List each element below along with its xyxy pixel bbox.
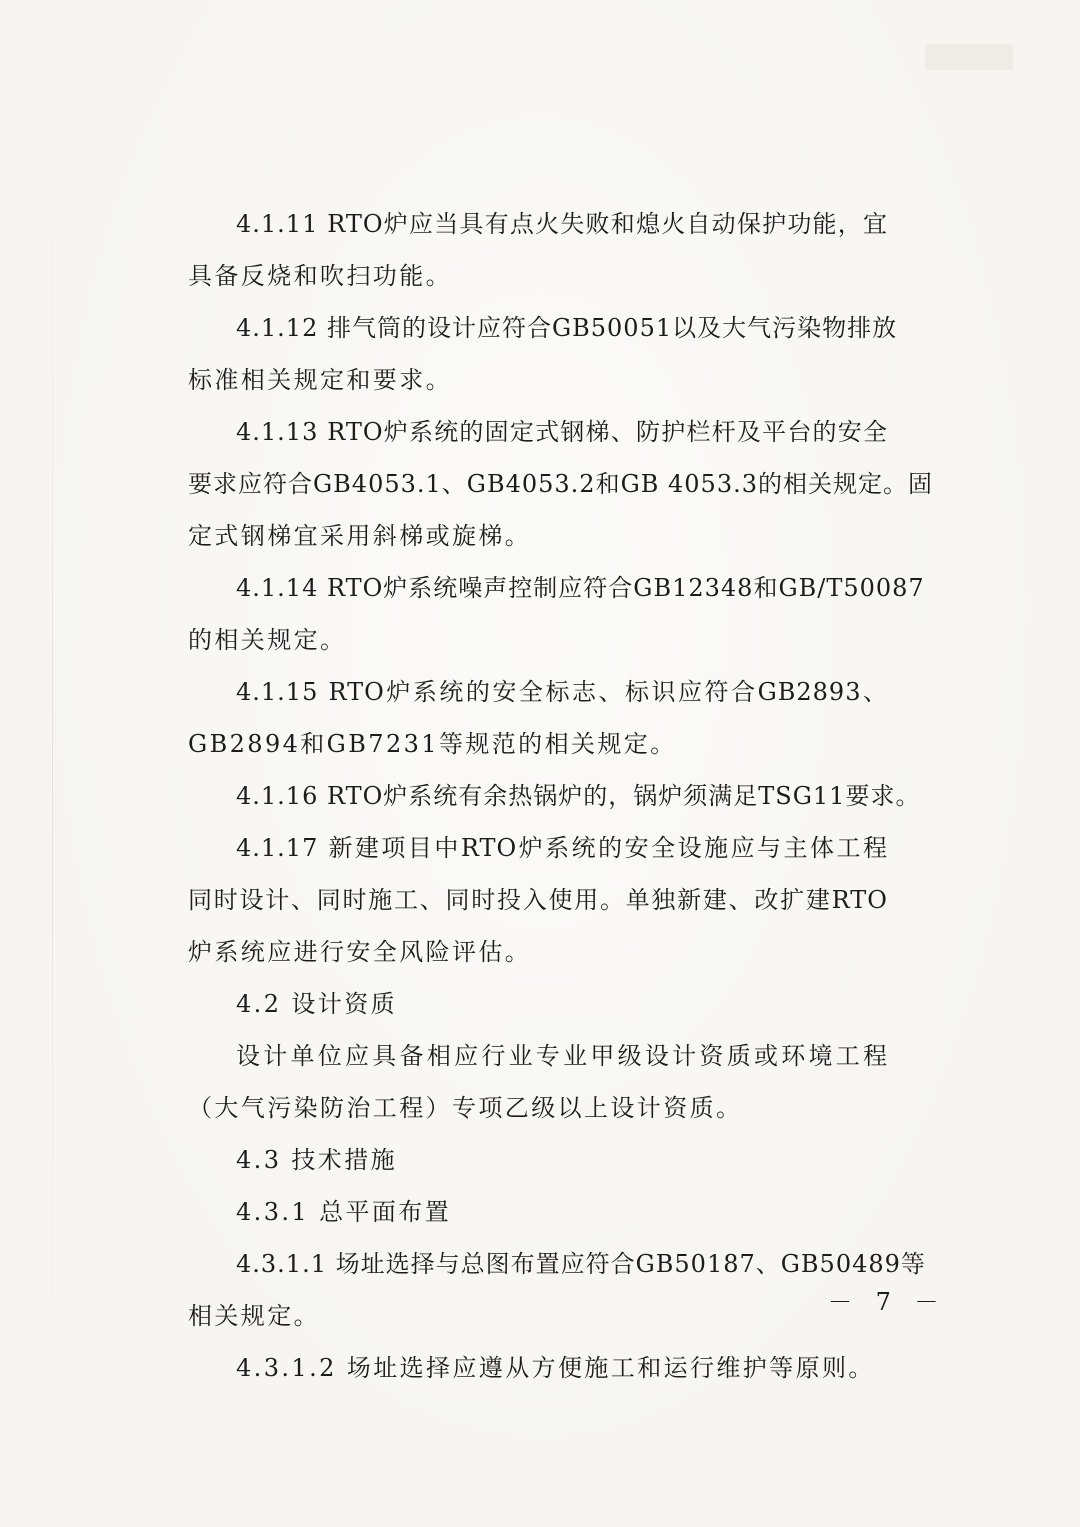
paragraph-4-1-13-line-3: 定式钢梯宜采用斜梯或旋梯。	[188, 522, 532, 550]
paragraph-4-1-12-line-2: 标准相关规定和要求。	[188, 366, 452, 394]
heading-4-2: 4.2 设计资质	[236, 990, 397, 1018]
document-body	[188, 198, 933, 1394]
paragraph-4-1-13-line-2: 要求应符合GB4053.1、GB4053.2和GB 4053.3的相关规定。固	[188, 470, 933, 498]
paragraph-4-1-15-line-1: 4.1.15 RTO炉系统的安全标志、标识应符合GB2893、	[236, 678, 888, 706]
paragraph-4-3-1-1-line-1: 4.3.1.1 场址选择与总图布置应符合GB50187、GB50489等	[236, 1250, 926, 1278]
paragraph-4-3-1-1-line-2: 相关规定。	[188, 1302, 320, 1330]
scan-artifact	[925, 44, 1013, 70]
page-edge-shadow	[52, 120, 53, 1420]
paragraph-4-1-17-line-2: 同时设计、同时施工、同时投入使用。单独新建、改扩建RTO	[188, 886, 888, 914]
paragraph-4-1-11-line-1: 4.1.11 RTO炉应当具有点火失败和熄火自动保护功能，宜	[236, 210, 888, 238]
paragraph-4-1-14-line-2: 的相关规定。	[188, 626, 347, 654]
paragraph-4-1-17-line-3: 炉系统应进行安全风险评估。	[188, 938, 532, 966]
paragraph-4-2-line-2: （大气污染防治工程）专项乙级以上设计资质。	[188, 1094, 743, 1122]
paragraph-4-1-13-line-1: 4.1.13 RTO炉系统的固定式钢梯、防护栏杆及平台的安全	[236, 418, 888, 446]
paragraph-4-3-1-2: 4.3.1.2 场址选择应遵从方便施工和运行维护等原则。	[236, 1354, 875, 1382]
paragraph-4-1-14-line-1: 4.1.14 RTO炉系统噪声控制应符合GB12348和GB/T50087	[236, 574, 925, 602]
paragraph-4-1-12-line-1: 4.1.12 排气筒的设计应符合GB50051以及大气污染物排放	[236, 314, 898, 342]
heading-4-3-1: 4.3.1 总平面布置	[236, 1198, 452, 1226]
paragraph-4-1-15-line-2: GB2894和GB7231等规范的相关规定。	[188, 730, 677, 758]
paragraph-4-1-16: 4.1.16 RTO炉系统有余热锅炉的，锅炉须满足TSG11要求。	[236, 782, 921, 810]
page-number: － 7 －	[828, 1288, 947, 1316]
paragraph-4-1-11-line-2: 具备反烧和吹扫功能。	[188, 262, 452, 290]
paragraph-4-2-line-1: 设计单位应具备相应行业专业甲级设计资质或环境工程	[236, 1042, 888, 1070]
paragraph-4-1-17-line-1: 4.1.17 新建项目中RTO炉系统的安全设施应与主体工程	[236, 834, 888, 862]
heading-4-3: 4.3 技术措施	[236, 1146, 397, 1174]
